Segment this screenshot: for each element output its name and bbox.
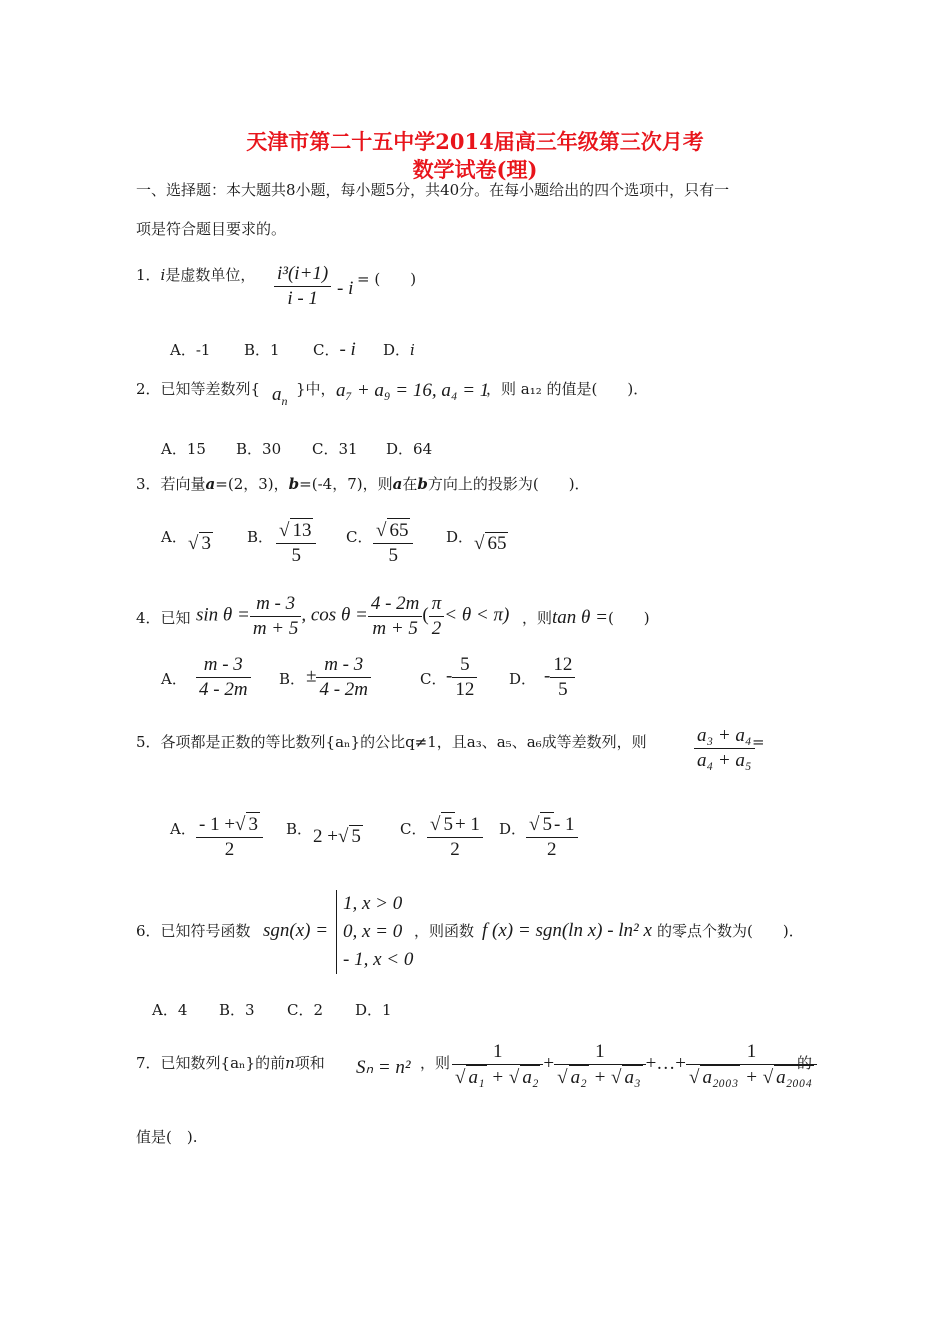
q3-option-d[interactable]: √ 65 [474,533,507,554]
q6-mid: ，则函数 [414,922,475,940]
q2-an: $a_n$ [272,384,288,408]
q7-sn: Sₙ = n² [356,1057,411,1078]
q3-option-c-label[interactable]: C． [346,528,373,546]
q2-equation: a₇ + a₉ = 16, a₄ = 1 [336,380,490,401]
q7-line2: 值是( ). [136,1128,198,1146]
q1-number: 1． [136,266,161,284]
q5-option-c-label[interactable]: C． [400,820,427,838]
q4-option-b-label[interactable]: B． [279,670,306,688]
q1-option-d-math: i [410,341,415,359]
q6-sgn: sgn(x) = [263,920,329,941]
q1-i: i [160,266,166,284]
q1-numerator: i³(i+1) [274,262,331,287]
question-1 [136,264,255,285]
q6-function: f (x) = sgn(ln x) - ln² x [482,920,652,941]
question-4-math: sin θ = $\frac{m - 3}{m + 5}$ , cos θ = $\frac{4 - 2m}{m + 5}$ ( $\frac{\pi}{2}$ < θ < π) [196,593,510,639]
q2-option-d[interactable]: D．64 [386,440,433,458]
q4-option-a[interactable]: $\frac{m - 3}{4 - 2m}$ [196,653,251,702]
q1-option-b[interactable]: B．1 [244,341,280,359]
q6-option-c[interactable]: C．2 [287,1001,324,1019]
q1-text: 是虚数单位， [165,266,256,284]
q4-prefix: 4．已知 [136,609,191,627]
q3-option-b[interactable]: $\frac{√ 13}{5}$ [276,518,316,568]
question-5: 5．各项都是正数的等比数列{aₙ}的公比q≠1，且a₃、a₅、a₆成等差数列，则 [136,733,647,751]
q2-prefix: 2．已知等差数列{ [136,380,261,398]
question-3: 3．若向量a=(2，3)，b=(-4，7)，则a在b方向上的投影为( )． [136,475,590,493]
q5-fraction: $\frac{\text{a₃ + a₄}}{\text{a₄ + a₅}}$ [694,724,755,773]
q1-tail: = ( ) [357,270,417,288]
section-intro-line1: 一、选择题：本大题共8小题，每小题5分，共40分。在每小题给出的四个选项中，只有一 [136,181,730,199]
q2-mid: }中， [296,380,336,398]
q4-option-c-label[interactable]: C． [420,670,447,688]
q2-option-a[interactable]: A．15 [161,440,206,458]
q4-option-d[interactable]: - $\frac{12}{5}$ [544,653,575,702]
q6-option-b[interactable]: B．3 [219,1001,255,1019]
q4-tail: ，则tan θ =( ) [522,607,650,628]
q5-option-c[interactable]: $\frac{√ 5 + 1}{2}$ [427,812,483,862]
q6-tail: 的零点个数为( )． [657,922,804,940]
q3-option-c[interactable]: $\frac{√ 65}{5}$ [373,518,413,568]
q6-case-2: 0, x = 0 [343,921,403,942]
exam-title-line2: 数学试卷(理) [412,157,538,182]
q7-tail-b: 的 [797,1054,813,1072]
q6-prefix: 6．已知符号函数 [136,922,251,940]
q1-option-a[interactable]: A．-1 [170,341,211,359]
q7-tail-a: ，则 [420,1054,451,1072]
q4-option-d-label[interactable]: D． [509,670,537,688]
q5-option-a-label[interactable]: A． [170,820,196,838]
q2-option-c[interactable]: C．31 [312,440,358,458]
q1-minus-i: - i [337,278,354,299]
q1-option-d[interactable]: D．i [383,341,415,359]
q3-vector-a: a [205,475,216,493]
q2-tail: ，则 a₁₂ 的值是( )． [486,380,649,398]
q6-option-d[interactable]: D．1 [355,1001,392,1019]
q6-case-3: - 1, x < 0 [343,949,414,970]
q5-option-d-label[interactable]: D． [499,820,527,838]
q4-option-c[interactable]: - $\frac{5}{12}$ [446,653,477,702]
q4-option-b[interactable]: ± $\frac{m - 3}{4 - 2m}$ [306,653,371,702]
q5-option-a[interactable]: $\frac{- 1 +√ 3}{2}$ [196,812,263,862]
q5-tail: = [752,733,765,751]
q1-fraction [274,262,331,311]
q5-option-b-label[interactable]: B． [286,820,313,838]
q3-option-a-label[interactable]: A． [161,528,187,546]
q1-denominator: i - 1 [287,287,318,309]
question-2 [136,378,260,399]
q4-option-a-label[interactable]: A． [161,670,187,688]
q5-option-d[interactable]: $\frac{√ 5 - 1}{2}$ [526,812,578,862]
q3-option-a[interactable]: √ 3 [188,533,211,554]
q3-option-b-label[interactable]: B． [247,528,274,546]
q1-option-c[interactable]: C．- i [313,339,356,360]
section-intro-line2: 项是符合题目要求的。 [136,220,287,238]
q6-cases [336,890,413,974]
q3-option-d-label[interactable]: D． [446,528,474,546]
q2-option-b[interactable]: B．30 [236,440,282,458]
q7-sum: $\frac{1}{\text{√ a₁ + √ a₂}}$ + $\frac{1}{\text{√ a₂ + √ a₃}}$ +…+ $\frac{1}{\text{√ a₂₀₀₃ + √ a₂₀₀₄}}$ [452,1040,817,1090]
exam-title-line1: 天津市第二十五中学2014届高三年级第三次月考 [246,129,704,154]
q6-case-1: 1, x > 0 [343,893,403,914]
question-7: 7．已知数列{aₙ}的前n项和 [136,1054,325,1072]
q5-option-b[interactable]: 2 +√ 5 [313,826,361,847]
q6-option-a[interactable]: A．4 [152,1001,188,1019]
q3-vector-b: b [288,475,300,493]
q1-option-c-math: - i [339,339,356,360]
